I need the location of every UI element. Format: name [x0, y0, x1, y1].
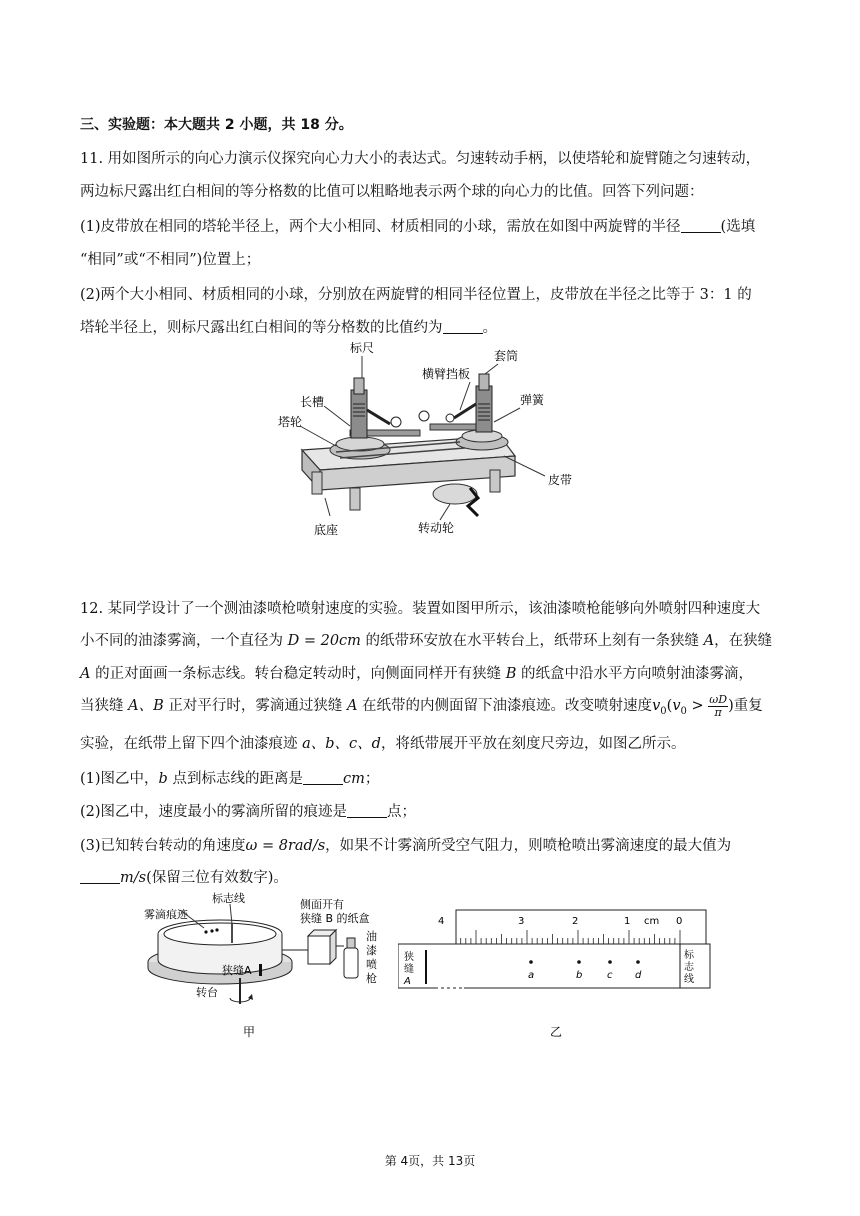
- fraction: $\frac{\omega D}{\pi}$: [709, 692, 728, 719]
- q12-part3-line2: m/s(保留三位有效数字)。: [80, 866, 288, 887]
- label-pidai: 皮带: [548, 473, 573, 487]
- tick-0: 0: [676, 916, 683, 927]
- label-xiafeng3: A: [404, 976, 411, 987]
- page-footer: 第 4页，共 13页: [384, 1154, 476, 1168]
- point-a: a: [528, 970, 535, 981]
- tick-4: 4: [438, 916, 445, 927]
- label-biaochi: 标尺: [350, 341, 375, 355]
- label-youqi3: 喷: [366, 958, 377, 971]
- caption-jia: 甲: [243, 1025, 256, 1039]
- q12-line3: A 的正对面画一条标志线。转台稳定转动时，向侧面同样开有狭缝 B 的纸盒中沿水平方向喷射油漆雾滴，: [80, 666, 753, 682]
- label-wudihenji: 雾滴痕迹: [144, 908, 188, 921]
- label-talun: 塔轮: [278, 415, 303, 429]
- answer-blank[interactable]: [443, 319, 483, 334]
- q12-part1: (1)图乙中，b 点到标志线的距离是 cm；: [80, 771, 380, 787]
- label-zhuandonglun: 转动轮: [418, 521, 455, 535]
- centripetal-apparatus-figure: [250, 338, 600, 550]
- q12-line5: 实验，在纸带上留下四个油漆痕迹 a、b、c、d，将纸带展开平放在刻度尺旁边，如图乙所示。: [80, 736, 686, 752]
- q11-part2-line2: 塔轮半径上，则标尺露出红白相间的等分格数的比值约为 。: [80, 320, 497, 336]
- figure-jia: [140, 888, 390, 1048]
- label-changcao: 长槽: [300, 395, 325, 409]
- label-tanhuang: 弹簧: [520, 393, 545, 407]
- tick-3: 3: [518, 916, 525, 927]
- label-biaozhixian: 标志线: [212, 892, 245, 905]
- q11-line1: 11. 用如图所示的向心力演示仪探究向心力大小的表达式。匀速转动手柄，以使塔轮和旋臂随之匀速转动，: [80, 151, 761, 167]
- q12-line1: 12. 某同学设计了一个测油漆喷枪喷射速度的实验。装置如图甲所示，该油漆喷枪能够向外喷射四种速度大: [80, 601, 761, 617]
- label-youqi1: 油: [366, 930, 377, 943]
- answer-blank[interactable]: [347, 803, 387, 818]
- q11-part1-line2: “相同”或“不相同”)位置上；: [80, 252, 261, 268]
- figure-yi: [398, 908, 728, 1048]
- answer-blank[interactable]: [303, 770, 343, 785]
- q11-line2: 两边标尺露出红白相间的等分格数的比值可以粗略地表示两个球的向心力的比值。回答下列问题：: [80, 184, 704, 200]
- tick-2: 2: [572, 916, 579, 927]
- label-xiafengA: 狭缝A: [222, 964, 252, 977]
- label-youqi4: 枪: [366, 972, 377, 985]
- q11-part2-line1: (2)两个大小相同、材质相同的小球，分别放在两旋臂的相同半径位置上，皮带放在半径之比等于 3：1 的: [80, 287, 752, 303]
- label-biaozhi3: 线: [684, 974, 694, 985]
- label-youqi2: 漆: [366, 944, 377, 957]
- label-dizuo: 底座: [314, 523, 339, 537]
- q12-part3-line1: (3)已知转台转动的角速度ω = 8rad/s，如果不计雾滴所受空气阻力，则喷枪喷出雾滴速度的最大值为: [80, 838, 732, 854]
- label-xiafeng1: 狭: [404, 952, 414, 963]
- label-taotong: 套筒: [494, 349, 519, 363]
- answer-blank[interactable]: [80, 869, 120, 884]
- label-zhihe1: 侧面开有: [300, 898, 344, 911]
- answer-blank[interactable]: [681, 218, 721, 233]
- label-biaozhi2: 志: [684, 962, 694, 973]
- q12-part2: (2)图乙中，速度最小的雾滴所留的痕迹是 点；: [80, 804, 417, 820]
- label-zhihe2: 狭缝 B 的纸盒: [300, 912, 370, 925]
- tick-1: 1: [624, 916, 631, 927]
- q12-line2: 小不同的油漆雾滴，一个直径为 D = 20cm 的纸带环安放在水平转台上，纸带环上刻有一条狭缝 A，在狭缝: [80, 633, 773, 649]
- label-biaozhi1: 标: [684, 950, 694, 961]
- caption-yi: 乙: [550, 1025, 563, 1039]
- q11-part1-line1: (1)皮带放在相同的塔轮半径上，两个大小相同、材质相同的小球，需放在如图中两旋臂的半径 (选填: [80, 219, 756, 235]
- label-hengbi: 横臂挡板: [422, 367, 471, 381]
- label-xiafeng2: 缝: [404, 964, 414, 975]
- point-b: b: [576, 970, 583, 981]
- tick-cm: cm: [644, 916, 660, 927]
- point-c: c: [607, 970, 613, 981]
- section-header: 三、实验题：本大题共 2 小题，共 18 分。: [80, 117, 353, 133]
- q12-line4: 当狭缝 A、B 正对平行时，雾滴通过狭缝 A 在纸带的内侧面留下油漆痕迹。改变喷射速度$v_0(v_0$ > $\frac{\omega D}{\pi}$ )重复: [80, 692, 763, 719]
- label-zhuantai: 转台: [196, 986, 218, 999]
- point-d: d: [635, 970, 642, 981]
